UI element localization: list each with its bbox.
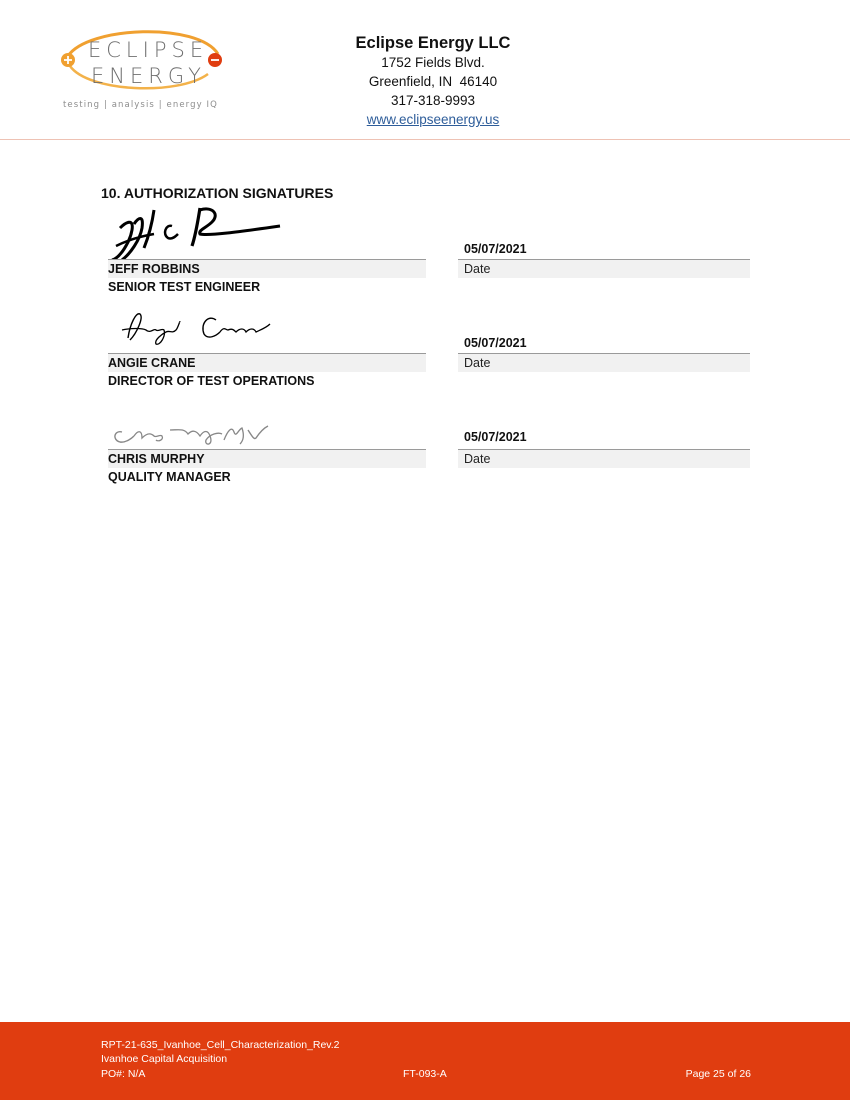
signer-title: SENIOR TEST ENGINEER	[108, 280, 261, 294]
signature-image-angie-crane	[108, 294, 288, 356]
page-footer	[0, 1022, 850, 1100]
signer-title: QUALITY MANAGER	[108, 470, 231, 484]
address-line-2: Greenfield, IN 46140	[368, 74, 498, 89]
footer-page-number: Page 25 of 26	[685, 1068, 751, 1080]
signature-block-2	[108, 294, 750, 388]
logo-tagline: testing | analysis | energy IQ	[63, 100, 218, 110]
signature-block-1	[108, 200, 750, 294]
date-label: Date	[458, 259, 750, 278]
signature-block-3	[108, 390, 750, 484]
phone-number: 317-318-9993	[390, 93, 476, 108]
signature-date: 05/07/2021	[464, 336, 527, 350]
website-link[interactable]: www.eclipseenergy.us	[366, 112, 500, 127]
signature-image-chris-murphy	[108, 390, 288, 452]
signature-image-jeff-robbins	[108, 200, 288, 262]
signer-name: JEFF ROBBINS	[108, 260, 426, 278]
signer-name: ANGIE CRANE	[108, 354, 426, 372]
footer-po-number: PO#: N/A	[101, 1068, 146, 1080]
address-line-1: 1752 Fields Blvd.	[381, 55, 485, 70]
logo-word-energy: ENERGY	[91, 64, 206, 88]
section-title: 10. AUTHORIZATION SIGNATURES	[101, 185, 334, 201]
date-label: Date	[458, 353, 750, 372]
company-logo	[58, 26, 238, 116]
date-label: Date	[458, 449, 750, 468]
company-address-block	[300, 33, 566, 129]
footer-client: Ivanhoe Capital Acquisition	[101, 1053, 228, 1065]
footer-form-id: FT-093-A	[403, 1068, 447, 1080]
logo-word-eclipse: ECLIPSE	[88, 38, 209, 62]
footer-report-id: RPT-21-635_Ivanhoe_Cell_Characterization_Rev.2	[101, 1039, 340, 1051]
signer-title: DIRECTOR OF TEST OPERATIONS	[108, 374, 315, 388]
header-divider	[0, 139, 850, 140]
signer-name: CHRIS MURPHY	[108, 450, 426, 468]
signature-date: 05/07/2021	[464, 242, 527, 256]
signature-date: 05/07/2021	[464, 430, 527, 444]
company-name: Eclipse Energy LLC	[355, 34, 511, 52]
